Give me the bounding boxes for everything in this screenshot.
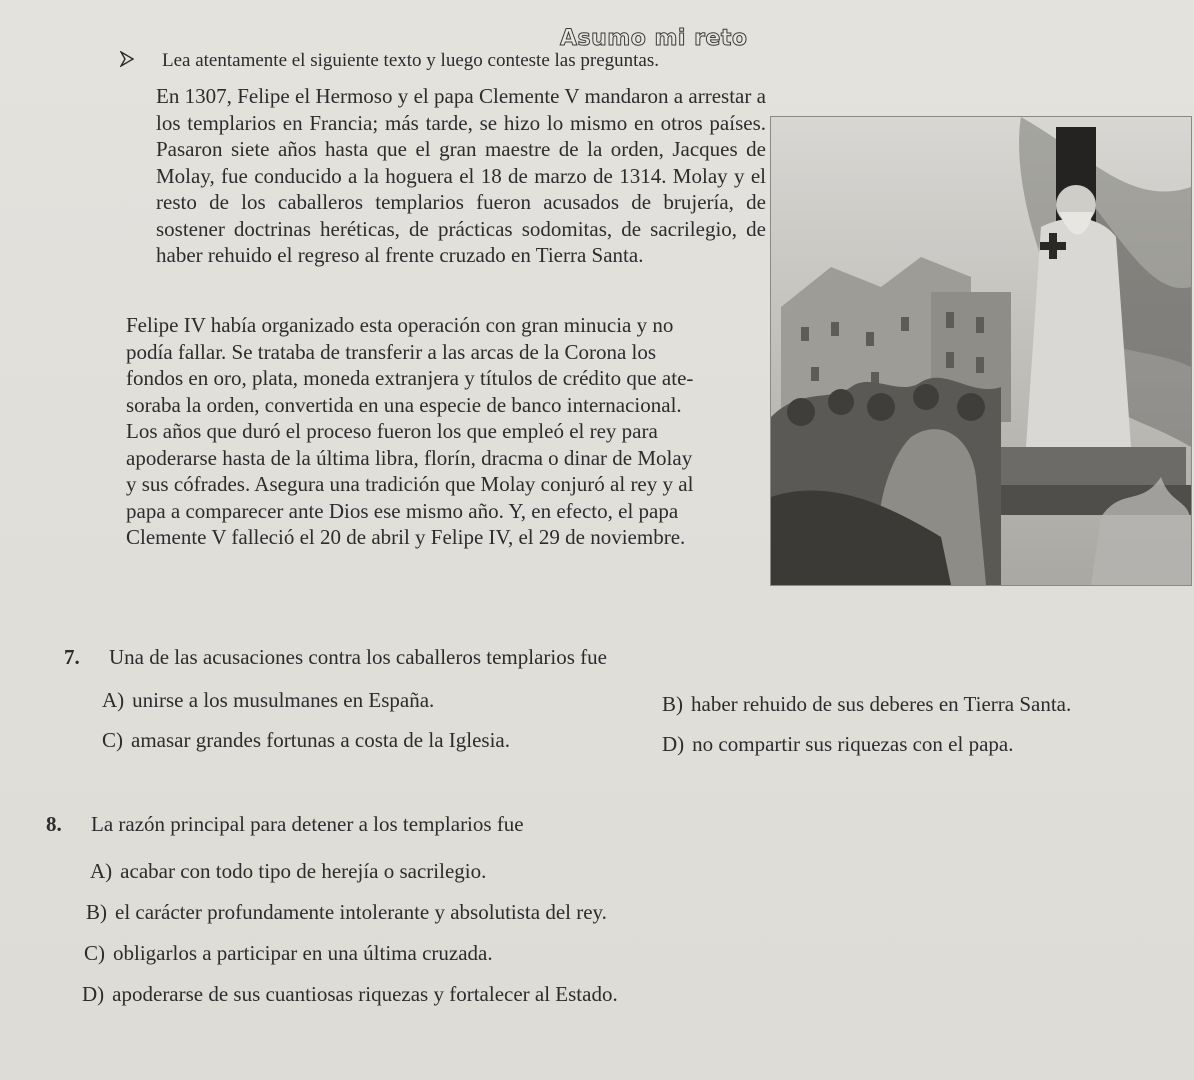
q7-option-d[interactable] [662, 732, 1013, 757]
option-letter: D) [662, 732, 685, 756]
paragraph-line: Clemente V falleció el 20 de abril y Felipe IV, el 29 de noviembre. [126, 525, 686, 549]
paragraph-line: y sus cófrades. Asegura una tradición que Molay conjuró al rey y al [126, 472, 694, 496]
option-letter: C) [102, 728, 123, 752]
question-8 [46, 812, 524, 837]
paragraph-line: podía fallar. Se trataba de transferir a las arcas de la Corona los [126, 339, 657, 364]
option-text: apoderarse de sus cuantiosas riquezas y fortalecer al Estado. [112, 982, 618, 1006]
option-letter: C) [84, 941, 105, 965]
q8-option-b[interactable] [86, 900, 607, 925]
option-text: el carácter profundamente intolerante y absolutista del rey. [115, 900, 607, 924]
paragraph-line: fondos en oro, plata, moneda extranjera y títulos de crédito que ate- [126, 366, 694, 390]
question-number: 8. [46, 812, 62, 836]
question-text: La razón principal para detener a los templarios fue [91, 812, 524, 836]
question-7 [64, 645, 607, 670]
paragraph-line: apoderarse hasta de la última libra, florín, dracma o dinar de Molay [126, 445, 693, 470]
reading-paragraph-1: En 1307, Felipe el Hermoso y el papa Clemente V mandaron a arrestar a los templarios en Francia; más tarde, se hizo lo mismo en otros países. Pasaron siete años hasta que el gran maestre de la orden, Jacques de Molay, fue conducido a la hoguera el 18 de marzo de 1314. Molay y el resto de los caballeros templarios fueron acusados de brujería, de sostener doctrinas heréticas, de prácticas sodomitas, de sacrilegio, de haber rehuido el regreso al frente cruzado en Tierra Santa. [156, 84, 766, 267]
option-text: acabar con todo tipo de herejía o sacrilegio. [120, 859, 487, 883]
paragraph-line: soraba la orden, convertida en una especie de banco internacional. [126, 392, 682, 417]
question-text: Una de las acusaciones contra los caballeros templarios fue [109, 645, 607, 669]
paragraph-line: papa a comparecer ante Dios ese mismo año. Y, en efecto, el papa [126, 498, 679, 523]
option-letter: A) [102, 688, 125, 712]
q8-option-c[interactable] [84, 941, 493, 966]
option-text: obligarlos a participar en una última cruzada. [113, 941, 493, 965]
q7-option-a[interactable] [102, 688, 434, 713]
option-letter: B) [662, 692, 683, 716]
q8-option-a[interactable] [90, 859, 486, 884]
templar-burning-illustration [770, 116, 1192, 586]
paragraph-line: Felipe IV había organizado esta operación con gran minucia y no [126, 313, 674, 337]
option-text: haber rehuido de sus deberes en Tierra Santa. [691, 692, 1072, 716]
arrow-bullet-icon [120, 51, 136, 72]
option-letter: A) [90, 859, 113, 883]
option-letter: B) [86, 900, 107, 924]
reading-paragraph-2 [126, 312, 764, 551]
q7-option-b[interactable] [662, 692, 1071, 717]
option-text: amasar grandes fortunas a costa de la Iglesia. [131, 728, 511, 752]
q8-option-d[interactable] [82, 982, 618, 1007]
option-text: unirse a los musulmanes en España. [132, 688, 435, 712]
instruction-text: Lea atentamente el siguiente texto y luego conteste las preguntas. [162, 50, 659, 71]
q7-option-c[interactable] [102, 728, 510, 753]
page-title: Asumo mi reto [560, 26, 748, 51]
question-number: 7. [64, 645, 80, 669]
instruction-line [120, 50, 659, 72]
option-text: no compartir sus riquezas con el papa. [692, 732, 1014, 756]
option-letter: D) [82, 982, 105, 1006]
paragraph-line: Los años que duró el proceso fueron los que empleó el rey para [126, 419, 658, 443]
